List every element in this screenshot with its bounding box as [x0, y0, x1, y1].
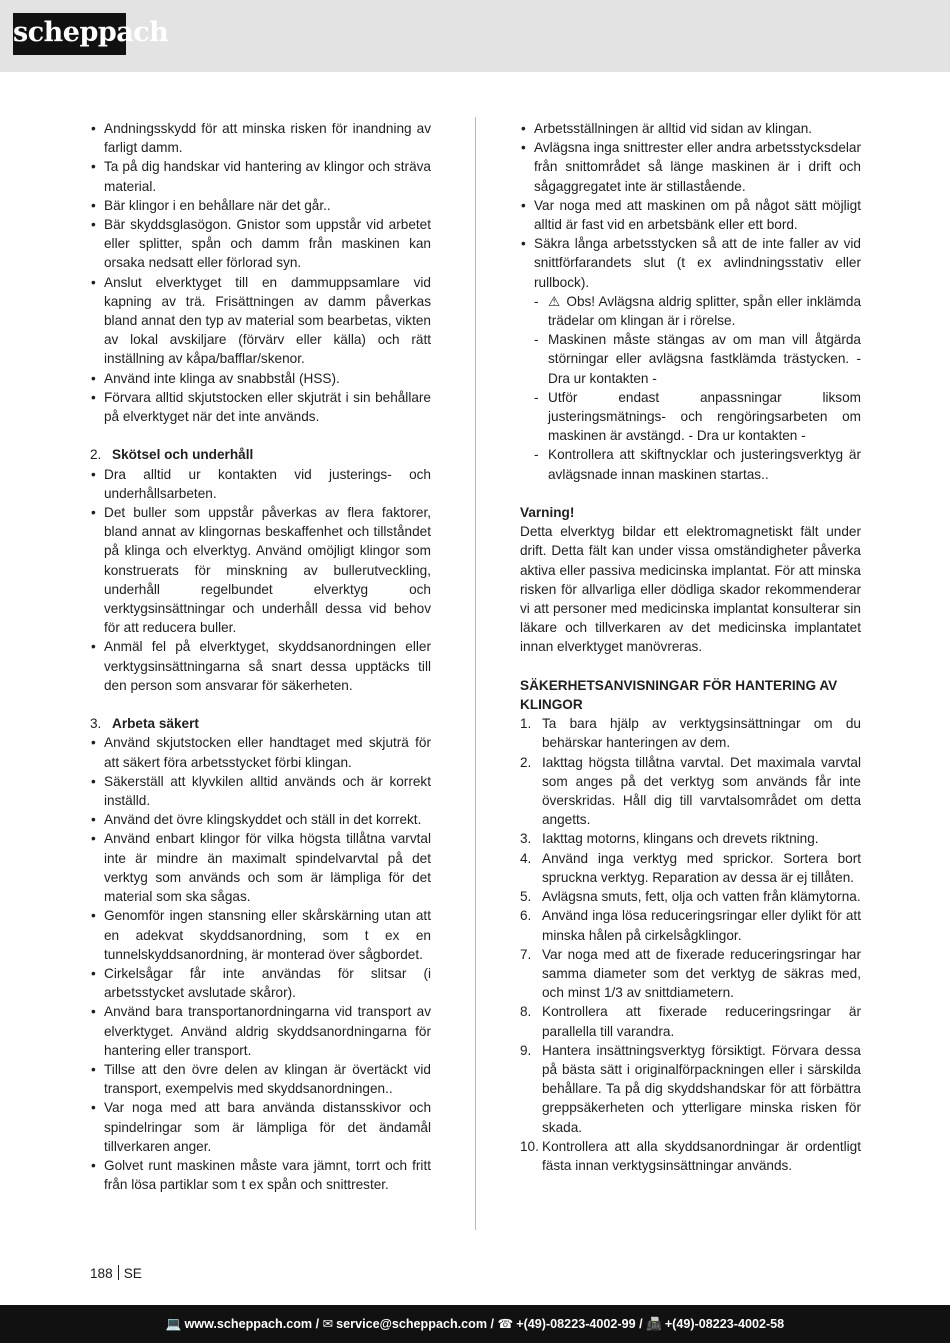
fax-number: +(49)-08223-4002-58 [664, 1317, 785, 1331]
list-item: • Cirkelsågar får inte användas för slitsar (i arbetsstycket avslutade skåror). [90, 964, 431, 1002]
page-number [90, 1265, 142, 1283]
section-number: 2. [90, 447, 102, 463]
item-number: 2. [520, 754, 532, 770]
section-title: Arbeta säkert [112, 716, 199, 732]
column-divider [475, 117, 476, 1230]
page-language: SE [123, 1266, 142, 1281]
section-heading-maintenance [90, 445, 431, 464]
left-column [90, 119, 431, 1194]
scheppach-logo: scheppach [13, 13, 126, 55]
numbered-item [520, 849, 861, 887]
item-number: 9. [520, 1042, 532, 1058]
numbered-item [520, 1137, 861, 1175]
list-item: • Genomför ingen stansning eller skårskärning utan att en adekvat skyddsanordning, som t ex en tunnelskyddsanordning, är monterad över sågbordet. [90, 906, 431, 964]
numbered-item [520, 714, 861, 752]
dash-item [520, 292, 861, 330]
item-text: Iakttag högsta tillåtna varvtal. Det maximala varvtal som anges på det verktyg som används får inte överskridas. Håll dig till varvtalsområdet om detta angetts. [542, 754, 861, 828]
list-item: • Använd skjutstocken eller handtaget med skjuträ för att säkert föra arbetsstycket förbi klingan. [90, 733, 431, 771]
page-number-value: 188 [90, 1266, 113, 1281]
dash-item: - Maskinen måste stängas av om man vill åtgärda störningar eller avlägsna fastklämda trästycken. - Dra ur kontakten - [520, 330, 861, 388]
phone-number[interactable]: +(49)-08223-4002-99 [516, 1317, 636, 1331]
warning-title: Varning! [520, 505, 575, 521]
list-item: • Anmäl fel på elverktyget, skyddsanordningen eller verktygsinsättningarna så snart dessa upptäcks till den person som ansvarar för säkerheten. [90, 637, 431, 695]
list-item: • Bär skyddsglasögon. Gnistor som uppstår vid arbetet eller splitter, spån och damm från maskinen kan orsaka nedsatt eller förlorad syn. [90, 215, 431, 273]
list-item: • Säkra långa arbetsstycken så att de inte faller av vid snittförfarandets slut (t ex avlindningsstativ eller rullbock). [520, 234, 861, 292]
numbered-item [520, 906, 861, 944]
list-item: • Använd enbart klingor för vilka högsta tillåtna varvtal inte är mindre än maximalt spindelvarvtal på det verktyg som används och som är lämpliga för det material som ska sågas. [90, 829, 431, 906]
item-text: Kontrollera att fixerade reduceringsringar är parallella till varandra. [542, 1004, 861, 1039]
list-item: • Var noga med att maskinen om på något sätt möjligt alltid är fast vid en arbetsbänk eller ett bord. [520, 196, 861, 234]
fax-icon: 📠 [646, 1317, 662, 1331]
item-text: Avlägsna smuts, fett, olja och vatten från klämytorna. [542, 889, 861, 905]
numbered-item [520, 1002, 861, 1040]
dash-item: - Kontrollera att skiftnycklar och justeringsverktyg är avlägsnade innan maskinen startas.. [520, 445, 861, 483]
numbered-item [520, 753, 861, 830]
blades-safety-title: SÄKERHETSANVISNINGAR FÖR HANTERING AV KLINGOR [520, 677, 838, 713]
section-heading-work-safely [90, 714, 431, 733]
numbered-item [520, 1041, 861, 1137]
list-item: • Använd det övre klingskyddet och ställ in det korrekt. [90, 810, 431, 829]
list-item: • Dra alltid ur kontakten vid justerings- och underhållsarbeten. [90, 465, 431, 503]
phone-icon: ☎ [497, 1317, 514, 1331]
footer-separator: / [312, 1317, 323, 1331]
list-item: • Var noga med att bara använda distansskivor och spindelringar som är lämpliga för det ändamål tillverkaren anger. [90, 1098, 431, 1156]
item-number: 8. [520, 1004, 532, 1020]
website-link[interactable]: www.scheppach.com [184, 1317, 313, 1331]
list-item: • Bär klingor i en behållare när det går.. [90, 196, 431, 215]
item-number: 10. [520, 1138, 539, 1154]
list-item: • Förvara alltid skjutstocken eller skjuträt i sin behållare på elverktyget när det inte används. [90, 388, 431, 426]
item-text: Använd inga lösa reduceringsringar eller dylikt för att minska hålen på cirkelsågklingor. [542, 908, 861, 943]
warning-triangle-icon: ⚠ [548, 293, 561, 309]
item-text: Hantera insättningsverktyg försiktigt. Förvara dessa på bästa sätt i originalförpackningen eller i särskilda behållare. Ta på dig skyddshandskar för att förbättra greppsäkerheten och ytterligare minska risken för skada. [542, 1042, 861, 1135]
mail-icon: ✉ [322, 1317, 334, 1331]
list-item: • Avlägsna inga snittrester eller andra arbetsstycksdelar från snittområdet så länge maskinen är i drift och sågaggregatet inte är stillastående. [520, 138, 861, 196]
list-item: • Ta på dig handskar vid hantering av klingor och sträva material. [90, 157, 431, 195]
item-text: Kontrollera att alla skyddsanordningar är ordentligt fästa innan verktygsinsättningar används. [542, 1138, 861, 1173]
warning-paragraph: Detta elverktyg bildar ett elektromagnetiskt fält under drift. Detta fält kan under vissa omständigheter påverka aktiva eller passiva medicinska implantat. För att minska risken för allvarliga eller dödliga skador rekommenderar vi att personer med medicinska implantat konsulterar sin läkare och tillverkaren av det medicinska implantatet innan elverktyget manövreras. [520, 524, 861, 655]
list-item: • Andningsskydd för att minska risken för inandning av farligt damm. [90, 119, 431, 157]
list-item: • Använd inte klinga av snabbstål (HSS). [90, 369, 431, 388]
section-title: Skötsel och underhåll [112, 447, 254, 463]
list-item: • Använd bara transportanordningarna vid transport av elverktyget. Använd aldrig skyddsanordningarna för hantering eller transport. [90, 1002, 431, 1060]
email-link[interactable]: service@scheppach.com [336, 1317, 488, 1331]
item-number: 7. [520, 946, 532, 962]
item-text: Iakttag motorns, klingans och drevets riktning. [542, 831, 819, 847]
dash-item: - Utför endast anpassningar liksom justeringsmätnings- och rengöringsarbeten om maskinen är avstängd. - Dra ur kontakten - [520, 388, 861, 446]
footer-separator: / [487, 1317, 498, 1331]
item-number: 1. [520, 716, 532, 732]
list-item: • Arbetsställningen är alltid vid sidan av klingan. [520, 119, 861, 138]
numbered-item [520, 887, 861, 906]
list-item: • Det buller som uppstår påverkas av flera faktorer, bland annat av klingornas beskaffenhet och tillståndet på klinga och elverktyg. Använd omöjligt klingor som konstruerats för minskning av bullerutveckling, underhåll regelbundet elverktyg och verktygsinsättningar och underhåll dessa vid behov för att reducera buller. [90, 503, 431, 637]
item-text: Använd inga verktyg med sprickor. Sortera bort spruckna verktyg. Reparation av dessa är ej tillåten. [542, 850, 861, 885]
item-number: 6. [520, 908, 532, 924]
item-text: Var noga med att de fixerade reduceringsringar har samma diameter som det verktyg de säkras med, och minst 1/3 av snittdiametern. [542, 946, 861, 1001]
list-item: • Golvet runt maskinen måste vara jämnt, torrt och fritt från lösa partiklar som t ex spån och snittrester. [90, 1156, 431, 1194]
list-item: • Tillse att den övre delen av klingan är övertäckt vid transport, exempelvis med skyddsanordningen.. [90, 1060, 431, 1098]
list-item: • Anslut elverktyget till en dammuppsamlare vid kapning av trä. Frisättningen av damm påverkas bland annat den typ av material som bearbetas, vikten av lokal avskiljare (förvärv eller källa) och rätt inställning av kåpa/bafflar/skenor. [90, 273, 431, 369]
section-number: 3. [90, 716, 102, 732]
laptop-icon: 💻 [165, 1317, 182, 1331]
item-number: 5. [520, 889, 532, 905]
item-number: 4. [520, 850, 532, 866]
list-item: • Säkerställ att klyvkilen alltid används och är korrekt inställd. [90, 772, 431, 810]
item-number: 3. [520, 831, 532, 847]
page-separator [118, 1265, 119, 1280]
dash-item-text: Obs! Avlägsna aldrig splitter, spån eller inklämda trädelar om klingan är i rörelse. [548, 293, 861, 329]
right-column [520, 119, 861, 1175]
numbered-item [520, 829, 861, 848]
numbered-item [520, 945, 861, 1003]
contact-footer [0, 1305, 950, 1343]
footer-separator: / [635, 1317, 647, 1331]
item-text: Ta bara hjälp av verktygsinsättningar om du behärskar hanteringen av dem. [542, 716, 861, 751]
